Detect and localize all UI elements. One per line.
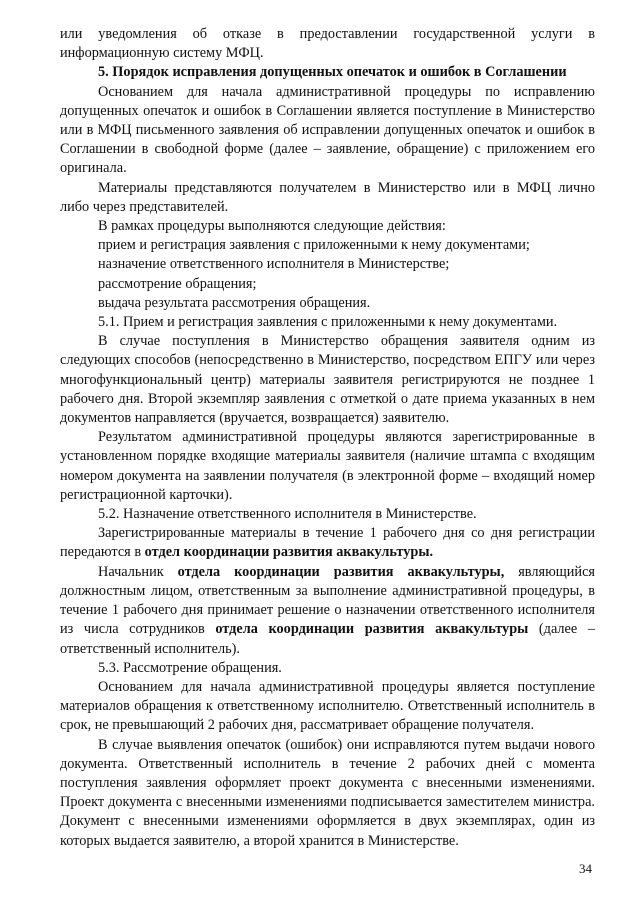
list-item: рассмотрение обращения;	[98, 275, 257, 292]
list-item: выдача результата рассмотрения обращения.	[98, 294, 371, 311]
list-item: прием и регистрация заявления с приложенными к нему документами;	[98, 237, 530, 254]
paragraph: В рамках процедуры выполняются следующие действия:	[98, 218, 446, 235]
text-run: являющийся должностным лицом, ответственным за выполнение административной процедуры, в течение 1 рабочего дня принимает решение о назначении ответственного исполнителя из числа сотрудников	[60, 563, 595, 638]
text-run: (далее – ответственный исполнитель).	[60, 621, 595, 657]
paragraph: Основанием для начала административной процедуры по исправлению допущенных опечаток и ошибок в Соглашении является поступление в Министерство или в МФЦ письменного заявления об исправлении допущенных опечаток и ошибок в Соглашении в свободной форме (далее – заявление, обращение) с приложением его оригинала.	[60, 83, 595, 177]
bold-text-run: отдела координации развития аквакультуры,	[177, 563, 505, 580]
paragraph: Материалы представляются получателем в Министерство или в МФЦ лично либо через представителей.	[60, 179, 595, 215]
section-heading: 5. Порядок исправления допущенных опечаток и ошибок в Соглашении	[98, 64, 567, 81]
bold-text-run: отдел координации развития аквакультуры.	[144, 544, 434, 561]
paragraph: В случае выявления опечаток (ошибок) они исправляются путем выдачи нового документа. Ответственный исполнитель в течение 2 рабочих дней с момента поступления заявления оформляет проект документа с внесенными изменениями. Проект документа с внесенными изменениями подписывается заместителем министра. Документ с внесенными изменениями оформляется в двух экземплярах, один из которых выдается заявителю, а второй хранится в Министерстве.	[60, 736, 595, 849]
list-item: назначение ответственного исполнителя в Министерстве;	[98, 256, 450, 273]
subsection-title: 5.1. Прием и регистрация заявления с приложенными к нему документами.	[98, 314, 558, 331]
subsection-title: 5.3. Рассмотрение обращения.	[98, 659, 282, 676]
paragraph	[60, 563, 595, 659]
paragraph: Результатом административной процедуры являются зарегистрированные в установленном порядке входящие материалы заявителя (наличие штампа с входящим номером документа на заявлении получателя (в электронной форме – входящий номер регистрационной карточки).	[60, 429, 595, 503]
text-run: Зарегистрированные материалы в течение 1 рабочего дня со дня регистрации передаются в	[60, 525, 595, 561]
subsection-title: 5.2. Назначение ответственного исполнителя в Министерстве.	[98, 506, 477, 523]
bold-text-run: отдела координации развития аквакультуры	[215, 621, 529, 638]
document-page	[60, 25, 595, 851]
paragraph-continuation: или уведомления об отказе в предоставлении государственной услуги в информационную систему МФЦ.	[60, 26, 595, 62]
paragraph: В случае поступления в Министерство обращения заявителя одним из следующих способов (непосредственно в Министерство, посредством ЕПГУ или через многофункциональный центр) материалы заявителя регистрируются не позднее 1 рабочего дня. Второй экземпляр заявления с отметкой о дате приема указанных в нем документов направляется (вручается, возвращается) заявителю.	[60, 333, 595, 427]
page-number: 34	[579, 861, 592, 876]
paragraph: Основанием для начала административной процедуры является поступление материалов обращения к ответственному исполнителю. Ответственный исполнитель в срок, не превышающий 2 рабочих дня, рассматривает обращение получателя.	[60, 678, 595, 734]
text-run: Начальник	[98, 563, 178, 580]
paragraph	[60, 524, 595, 562]
